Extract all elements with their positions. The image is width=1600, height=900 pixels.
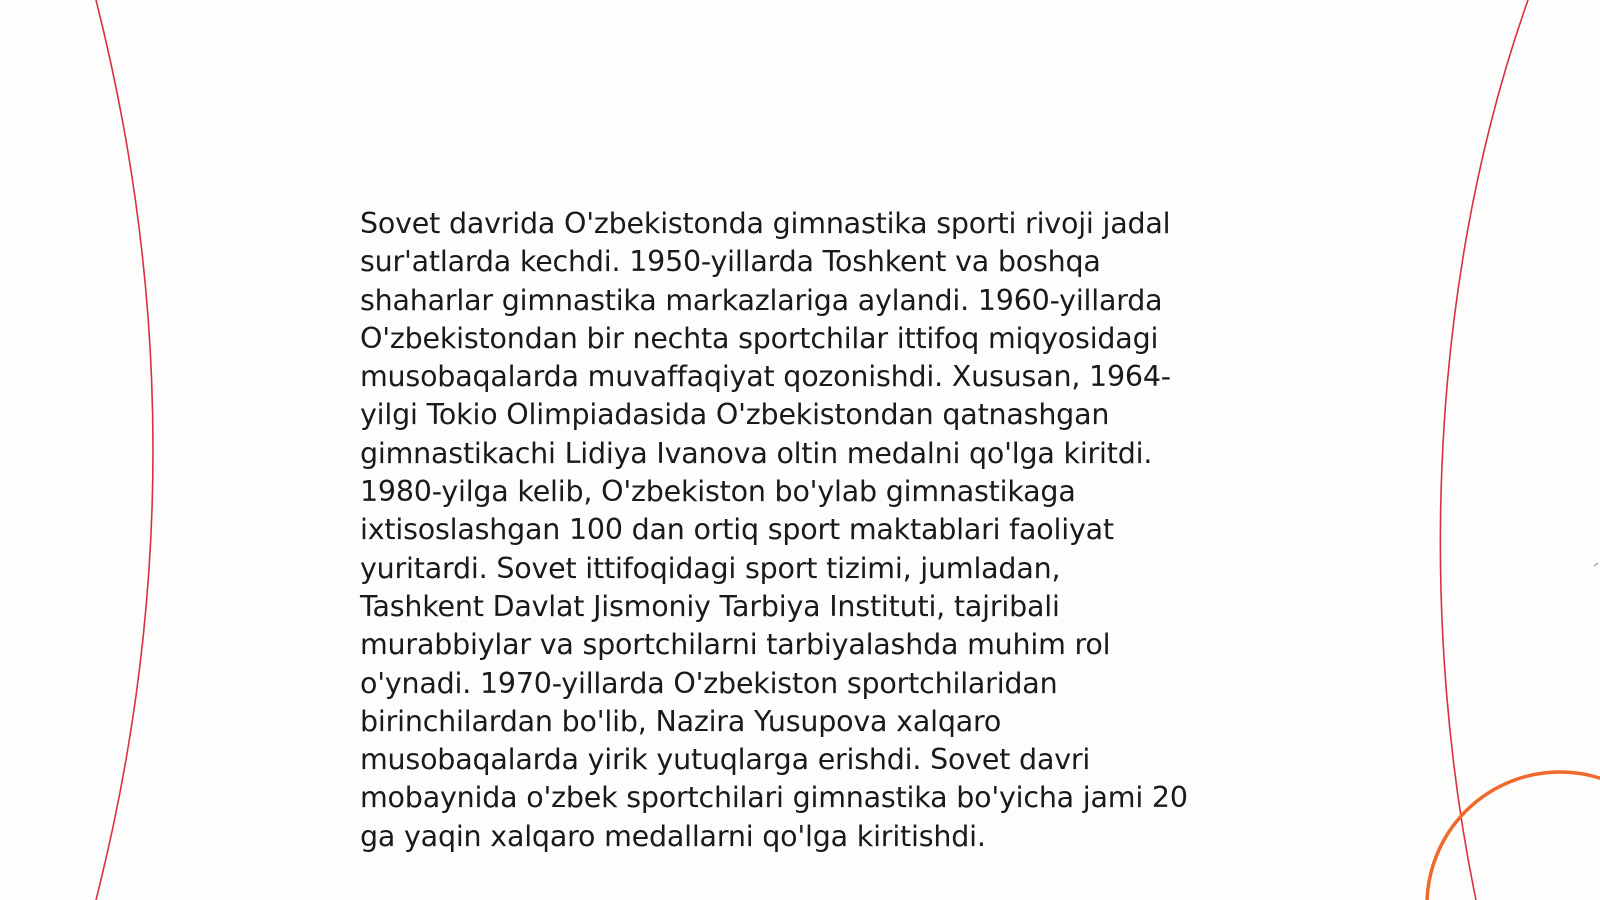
right-edge-tick [1594, 563, 1598, 566]
orange-accent-circle [1427, 772, 1600, 900]
right-arc-line [1440, 0, 1528, 900]
left-arc-line [96, 0, 153, 900]
body-paragraph: Sovet davrida O'zbekistonda gimnastika sporti rivoji jadal sur'atlarda kechdi. 1950-yillarda Toshkent va boshqa shaharlar gimnastika markazlariga aylandi. 1960-yillarda O'zbekistondan bir nechta sportchilar ittifoq miqyosidagi musobaqalarda muvaffaqiyat qozonishdi. Xususan, 1964- yilgi Tokio Olimpiadasida O'zbekistondan qatnashgan gimnastikachi Lidiya Ivanova oltin medalni qo'lga kiritdi. 1980-yilga kelib, O'zbekiston bo'ylab gimnastikaga ixtisoslashgan 100 dan ortiq sport maktablari faoliyat yuritardi. Sovet ittifoqidagi sport tizimi, jumladan, Tashkent Davlat Jismoniy Tarbiya Instituti, tajribali murabbiylar va sportchilarni tarbiyalashda muhim rol o'ynadi. 1970-yillarda O'zbekiston sportchilaridan birinchilardan bo'lib, Nazira Yusupova xalqaro musobaqalarda yirik yutuqlarga erishdi. Sovet davri mobaynida o'zbek sportchilari gimnastika bo'yicha jami 20 ga yaqin xalqaro medallarni qo'lga kiritishdi. [360, 207, 1188, 853]
